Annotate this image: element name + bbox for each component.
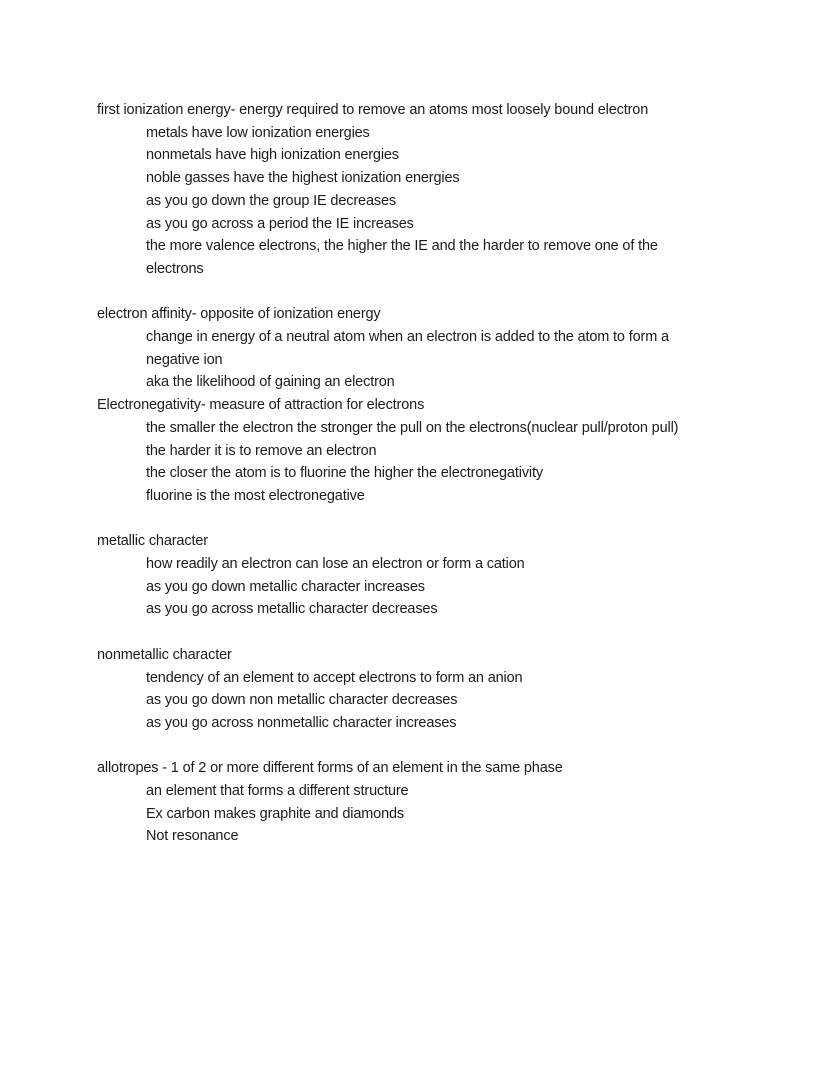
- note-line: Ex carbon makes graphite and diamonds: [146, 805, 405, 822]
- note-line: change in energy of a neutral atom when an electron is added to the atom to form a: [146, 329, 669, 346]
- note-heading-line: first ionization energy- energy required to remove an atoms most loosely bound electron: [97, 102, 649, 118]
- note-heading-line: allotropes - 1 of 2 or more different forms of an element in the same phase: [97, 760, 563, 777]
- note-line: the smaller the electron the stronger the pull on the electrons(nuclear pull/proton pull): [146, 419, 679, 436]
- note-line: Not resonance: [146, 828, 239, 845]
- note-heading-line: electron affinity- opposite of ionization energy: [97, 306, 381, 323]
- note-line: as you go across metallic character decreases: [146, 601, 438, 618]
- note-section: [97, 644, 768, 735]
- note-section: [97, 530, 768, 621]
- note-heading-line: Electronegativity- measure of attraction for electrons: [97, 397, 425, 414]
- note-line: nonmetals have high ionization energies: [146, 147, 399, 164]
- note-line: electrons: [146, 260, 204, 277]
- note-line: aka the likelihood of gaining an electron: [146, 374, 395, 391]
- note-line: the closer the atom is to fluorine the higher the electronegativity: [146, 465, 543, 482]
- note-line: how readily an electron can lose an electron or form a cation: [146, 556, 525, 573]
- note-line: the harder it is to remove an electron: [146, 442, 377, 459]
- note-line: noble gasses have the highest ionization energies: [146, 170, 460, 187]
- note-heading-line: metallic character: [97, 533, 208, 550]
- note-section: [97, 757, 768, 848]
- note-line: the more valence electrons, the higher the IE and the harder to remove one of the: [146, 238, 658, 255]
- note-line: as you go across a period the IE increases: [146, 215, 414, 232]
- note-line: metals have low ionization energies: [146, 124, 370, 141]
- note-line: fluorine is the most electronegative: [146, 487, 365, 504]
- note-line: negative ion: [146, 351, 223, 368]
- note-line: an element that forms a different structure: [146, 783, 409, 800]
- note-line: as you go across nonmetallic character increases: [146, 714, 457, 731]
- note-section: [97, 303, 768, 507]
- note-line: as you go down metallic character increases: [146, 578, 425, 595]
- note-line: as you go down the group IE decreases: [146, 192, 396, 209]
- note-heading-line: nonmetallic character: [97, 646, 232, 663]
- note-section: [97, 99, 768, 281]
- note-line: tendency of an element to accept electrons to form an anion: [146, 669, 523, 686]
- note-line: as you go down non metallic character decreases: [146, 692, 458, 709]
